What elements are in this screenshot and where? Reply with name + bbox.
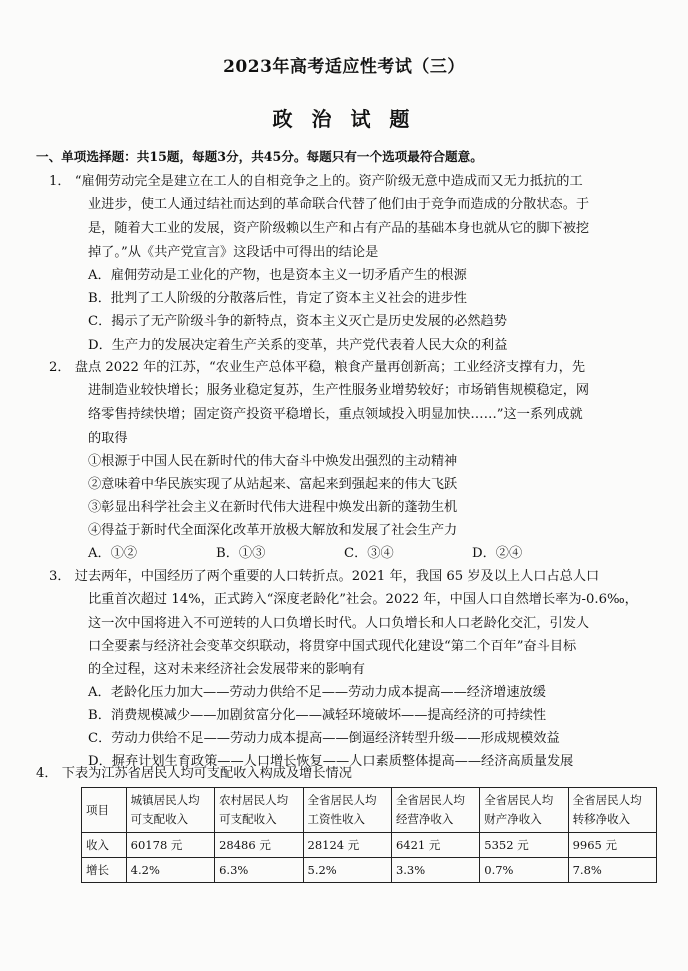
table-cell: 5.2%	[303, 858, 391, 883]
table-cell: 4.2%	[126, 858, 214, 883]
q3-option-a: A．老龄化压力加大——劳动力供给不足——劳动力成本提高——经济增速放缓	[88, 685, 546, 700]
table-cell: 28124 元	[303, 833, 391, 858]
q3-line-1: 3． 过去两年，中国经历了两个重要的人口转折点。2021 年，我国 65 岁及以上人口占总人口	[49, 569, 600, 584]
table-cell: 6421 元	[391, 833, 479, 858]
table-cell: 5352 元	[480, 833, 568, 858]
q3-line-5: 的全过程，这对未来经济社会发展带来的影响有	[88, 662, 365, 677]
q2-item-3: ③彰显出科学社会主义在新时代伟大进程中焕发出新的蓬勃生机	[88, 500, 458, 515]
q2-line-4: 的取得	[88, 431, 128, 446]
q1-line-2: 业进步，使工人通过结社而达到的革命联合代替了他们由于竞争而造成的分散状态。于	[88, 197, 590, 212]
table-header-cell: 农村居民人均可支配收入	[215, 788, 303, 833]
q1-option-c: C．揭示了无产阶级斗争的新特点，资本主义灭亡是历史发展的必然趋势	[88, 314, 507, 329]
table-cell: 28486 元	[215, 833, 303, 858]
q2-item-2: ②意味着中华民族实现了从站起来、富起来到强起来的伟大飞跃	[88, 477, 458, 492]
table-row	[82, 858, 657, 883]
q1-option-a: A．雇佣劳动是工业化的产物，也是资本主义一切矛盾产生的根源	[88, 268, 467, 283]
q1-line-4: 掉了。”从《共产党宣言》这段话中可得出的结论是	[88, 245, 379, 260]
q2-options	[88, 544, 600, 564]
q3-option-c: C．劳动力供给不足——劳动力成本提高——倒逼经济转型升级——形成规模效益	[88, 731, 560, 746]
table-header-cell: 全省居民人均转移净收入	[568, 788, 656, 833]
table-cell: 增长	[82, 858, 127, 883]
section-heading: 一、单项选择题：共15题，每题3分，共45分。每题只有一个选项最符合题意。	[36, 149, 483, 164]
q1-line-3: 是，随着大工业的发展，资产阶级赖以生产和占有产品的基础本身也就从它的脚下被挖	[88, 221, 590, 236]
q3-line-2: 比重首次超过 14%，正式跨入“深度老龄化”社会。2022 年，中国人口自然增长率为-0.6‰，	[88, 592, 638, 607]
table-header-cell: 项目	[82, 788, 127, 833]
q2-option-b: B．①③	[216, 546, 266, 561]
q1-option-b: B．批判了工人阶级的分散落后性，肯定了资本主义社会的进步性	[88, 291, 467, 306]
table-header-cell: 城镇居民人均可支配收入	[126, 788, 214, 833]
table-header-row	[82, 788, 657, 833]
q2-item-4: ④得益于新时代全面深化改革开放极大解放和发展了社会生产力	[88, 523, 458, 538]
table-cell: 9965 元	[568, 833, 656, 858]
q3-line-4: 口全要素与经济社会变革交织联动，将贯穿中国式现代化建设“第二个百年”奋斗目标	[88, 639, 577, 654]
table-cell: 6.3%	[215, 858, 303, 883]
q3-line-3: 这一次中国将进入不可逆转的人口负增长时代。人口负增长和人口老龄化交汇，引发人	[88, 616, 590, 631]
table-cell: 7.8%	[568, 858, 656, 883]
q2-line-1: 2． 盘点 2022 年的江苏，“农业生产总体平稳，粮食产量再创新高；工业经济支撑有力，先	[49, 360, 586, 375]
table-cell: 60178 元	[126, 833, 214, 858]
q1-option-d: D．生产力的发展决定着生产关系的变革，共产党代表着人民大众的利益	[88, 338, 508, 353]
table-cell: 收入	[82, 833, 127, 858]
q2-line-3: 络零售持续快增；固定资产投资平稳增长，重点领域投入明显加快……”这一系列成就	[88, 407, 583, 422]
q1-line-1: 1． “雇佣劳动完全是建立在工人的自相竞争之上的。资产阶级无意中造成而又无力抵抗的工	[49, 174, 583, 189]
table-header-cell: 全省居民人均经营净收入	[391, 788, 479, 833]
table-header-cell: 全省居民人均财产净收入	[480, 788, 568, 833]
q2-option-d: D．②④	[472, 546, 523, 561]
table-cell: 3.3%	[391, 858, 479, 883]
q3-option-b: B．消费规模减少——加剧贫富分化——减轻环境破坏——提高经济的可持续性	[88, 708, 547, 723]
table-row	[82, 833, 657, 858]
q2-line-2: 进制造业较快增长；服务业稳定复苏，生产性服务业增势较好；市场销售规模稳定，网	[88, 383, 590, 398]
income-table	[81, 787, 657, 883]
q3-option-d: D．摒弃计划生育政策——人口增长恢复——人口素质整体提高——经济高质量发展	[88, 754, 574, 769]
q2-option-c: C．③④	[344, 546, 394, 561]
q2-item-1: ①根源于中国人民在新时代的伟大奋斗中焕发出强烈的主动精神	[88, 454, 458, 469]
subject-title: 政 治 试 题	[272, 107, 416, 131]
exam-title: 2023年高考适应性考试（三）	[223, 57, 465, 77]
table-header-cell: 全省居民人均工资性收入	[303, 788, 391, 833]
q2-option-a: A．①②	[88, 546, 138, 561]
table-cell: 0.7%	[480, 858, 568, 883]
q4-stem: 4． 下表为江苏省居民人均可支配收入构成及增长情况	[36, 766, 352, 781]
